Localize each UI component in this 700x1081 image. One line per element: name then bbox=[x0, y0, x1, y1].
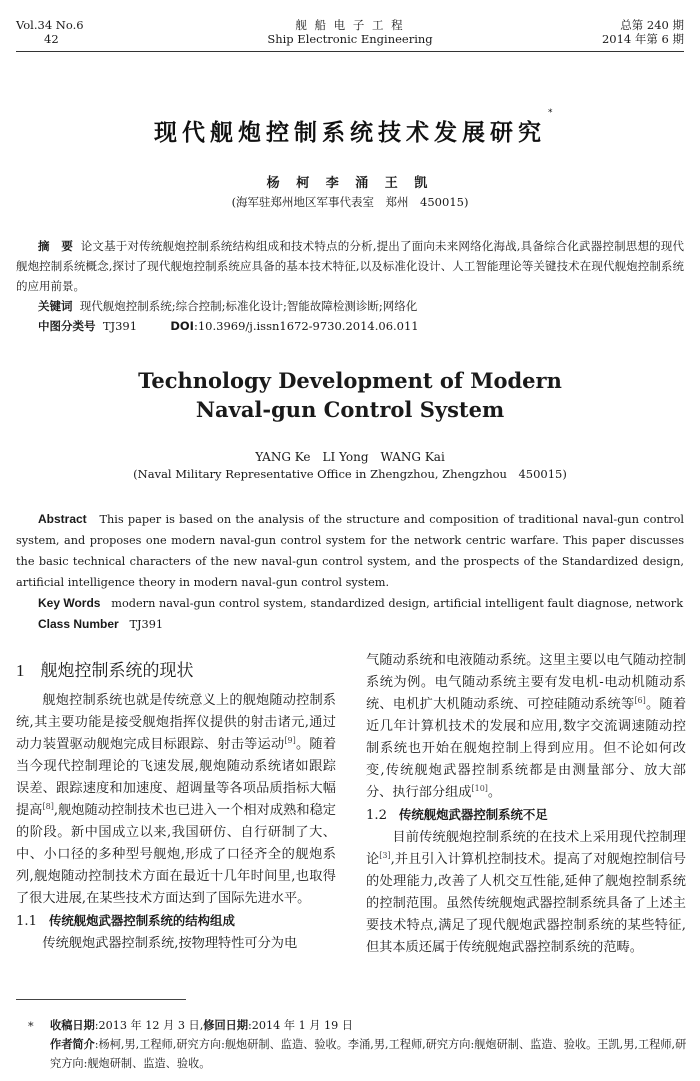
footnote-mark: * bbox=[28, 1020, 34, 1033]
title-footnote-mark: * bbox=[548, 108, 553, 118]
section-1-2-number: 1.2 bbox=[366, 808, 387, 823]
volume-number: Vol.34 No.6 bbox=[16, 18, 84, 32]
journal-title-en: Ship Electronic Engineering bbox=[267, 32, 433, 46]
section-1-2-title: 传统舰炮武器控制系统不足 bbox=[398, 807, 548, 822]
abstract-cn-label: 摘 要 bbox=[38, 239, 74, 253]
body-left-column bbox=[16, 658, 336, 955]
authors-en: YANG Ke LI Yong WANG Kai bbox=[255, 450, 445, 464]
header-right bbox=[602, 18, 684, 46]
r2-text-b: ,并且引入计算机控制技术。提高了对舰炮控制信号的处理能力,改善了人机交互性能,延伸了舰炮控制系统的控制范围。虽然传统舰炮武器控制系统具备了上述主要技术特点,满足了现代舰炮武器控制系统的某些特征,但其本质还属于传统舰炮武器控制系统的范畴。 bbox=[366, 852, 686, 955]
title-en-line1: Technology Development of Modern bbox=[138, 368, 562, 393]
class-cn-label: 中图分类号 bbox=[38, 319, 96, 333]
section-1-1-heading bbox=[16, 910, 336, 933]
doi-value: :10.3969/j.issn1672-9730.2014.06.011 bbox=[193, 319, 419, 333]
class-en-label: Class Number bbox=[38, 617, 119, 631]
r1-text-b: 。随着近几年计算机技术的发展和应用,数字交流调速随动控制系统也开始在舰炮控制上得到应用。但不论如何改变,传统舰炮武器控制系统都是由测量部分、放大部分、执行部分组成 bbox=[366, 697, 687, 800]
abstract-en-block bbox=[16, 509, 684, 635]
right-paragraph-2 bbox=[366, 827, 686, 959]
class-en-value: TJ391 bbox=[129, 618, 164, 631]
right-paragraph-1 bbox=[366, 650, 686, 804]
authors-cn: 杨 柯 李 涌 王 凯 bbox=[266, 176, 434, 191]
affiliation-cn: (海军驻郑州地区军事代表室 郑州 450015) bbox=[231, 195, 469, 209]
footnote-authors bbox=[30, 1035, 690, 1073]
r1-text-c: 。 bbox=[487, 785, 502, 800]
keywords-en-text: modern naval-gun control system, standardized design, artificial intelligent fault diagnose, network bbox=[111, 597, 684, 610]
section-1-paragraph bbox=[16, 690, 336, 910]
r1-text-a: 气随动系统和电液随动系统。这里主要以电气随动控制系统为例。电气随动系统主要有发电机-电动机随动系统、电机扩大机随动系统、可控硅随动系统等 bbox=[366, 653, 686, 712]
author-bio-label: 作者简介 bbox=[50, 1038, 95, 1051]
s1-text-b: 。随着当今现代控制理论的飞速发展,舰炮随动系统诸如跟踪误差、跟踪速度和加速度、超调量等各项品质指标大幅提高 bbox=[16, 737, 337, 818]
journal-title-cn: 舰 船 电 子 工 程 bbox=[295, 18, 405, 32]
section-1-number: 1 bbox=[16, 661, 25, 680]
paper-title-en bbox=[0, 366, 700, 424]
class-number-cn bbox=[16, 316, 684, 336]
header-center bbox=[0, 18, 700, 46]
class-number-en bbox=[16, 614, 684, 635]
citation-6: [6] bbox=[634, 696, 646, 705]
abstract-cn-block bbox=[16, 236, 684, 336]
section-1-1-number: 1.1 bbox=[16, 914, 37, 929]
s1-text-a: 舰炮控制系统也就是传统意义上的舰炮随动控制系统,其主要功能是接受舰炮指挥仪提供的射击诸元,通过动力装置驱动舰炮完成目标跟踪、射击等运动 bbox=[16, 693, 336, 752]
paper-title-cn bbox=[0, 108, 700, 147]
section-1-2-heading bbox=[366, 804, 686, 827]
keywords-en-label: Key Words bbox=[38, 596, 101, 610]
section-1-title: 舰炮控制系统的现状 bbox=[40, 661, 194, 681]
abstract-en-label: Abstract bbox=[38, 512, 87, 526]
abstract-cn bbox=[16, 236, 684, 296]
header-rule bbox=[16, 51, 684, 52]
keywords-cn-label: 关键词 bbox=[38, 299, 73, 313]
keywords-cn-text: 现代舰炮控制系统;综合控制;标准化设计;智能故障检测诊断;网络化 bbox=[79, 299, 418, 313]
title-text: 现代舰炮控制系统技术发展研究 bbox=[154, 120, 546, 146]
abstract-cn-text: 论文基于对传统舰炮控制系统结构组成和技术特点的分析,提出了面向未来网络化海战,具备综合化武器控制思想的现代舰炮控制系统概念,探讨了现代舰炮控制系统应具备的基本技术特征,以及标准化设计、人工智能理论等关键技术在现代舰炮控制系统的应用前景。 bbox=[16, 239, 685, 293]
s1-text-c: ,舰炮随动控制技术也已进入一个相对成熟和稳定的阶段。新中国成立以来,我国研仿、自行研制了大、中、小口径的多种型号舰炮,形成了口径齐全的舰炮系列,舰炮随动控制技术方面在最近十几年时间里,也取得了很大进展,在某些技术方面达到了国际先进水平。 bbox=[16, 803, 336, 906]
body-right-column bbox=[366, 650, 686, 959]
keywords-cn bbox=[16, 296, 684, 316]
section-1-heading bbox=[16, 658, 336, 684]
citation-10: [10] bbox=[471, 784, 488, 793]
page-number: 42 bbox=[44, 32, 59, 46]
section-1-1-paragraph: 传统舰炮武器控制系统,按物理特性可分为电 bbox=[42, 936, 298, 951]
footnote bbox=[30, 1016, 690, 1073]
class-cn-value: TJ391 bbox=[102, 319, 138, 333]
keywords-en bbox=[16, 593, 684, 614]
affiliation-en: (Naval Military Representative Office in Zhengzhou, Zhengzhou 450015) bbox=[133, 467, 567, 481]
received-date: :2013 年 12 月 3 日, bbox=[94, 1019, 204, 1032]
author-bio-text: :杨柯,男,工程师,研究方向:舰炮研制、监造、验收。李涌,男,工程师,研究方向:舰炮研制、监造、验收。王凯,男,工程师,研究方向:舰炮研制、监造、验收。 bbox=[50, 1038, 687, 1070]
footnote-dates bbox=[30, 1016, 690, 1035]
total-issue: 总第 240 期 bbox=[620, 18, 684, 32]
revised-date: :2014 年 1 月 19 日 bbox=[248, 1019, 353, 1032]
footnote-rule bbox=[16, 999, 186, 1000]
title-en-line2: Naval-gun Control System bbox=[195, 397, 505, 422]
abstract-en-text: This paper is based on the analysis of the structure and composition of traditional naval-gun control system, and proposes one modern naval-gun control system for the network centric warfare. This paper discusses the basic technical characters of the new naval-gun control system, and the prospects of the Standardized design, artificial intelligence theory in modern naval-gun control system. bbox=[16, 513, 684, 589]
citation-8: [8] bbox=[42, 802, 54, 811]
citation-9: [9] bbox=[284, 736, 296, 745]
r2-text-a: 目前传统舰炮控制系统的在技术上采用现代控制理论 bbox=[366, 830, 686, 867]
section-1-1-title: 传统舰炮武器控制系统的结构组成 bbox=[48, 913, 235, 928]
issue-year: 2014 年第 6 期 bbox=[601, 32, 684, 46]
citation-3: [3] bbox=[379, 851, 391, 860]
received-label: 收稿日期 bbox=[50, 1019, 95, 1032]
doi-label: DOI bbox=[170, 319, 194, 333]
abstract-en bbox=[16, 509, 684, 593]
revised-label: 修回日期 bbox=[203, 1019, 249, 1032]
